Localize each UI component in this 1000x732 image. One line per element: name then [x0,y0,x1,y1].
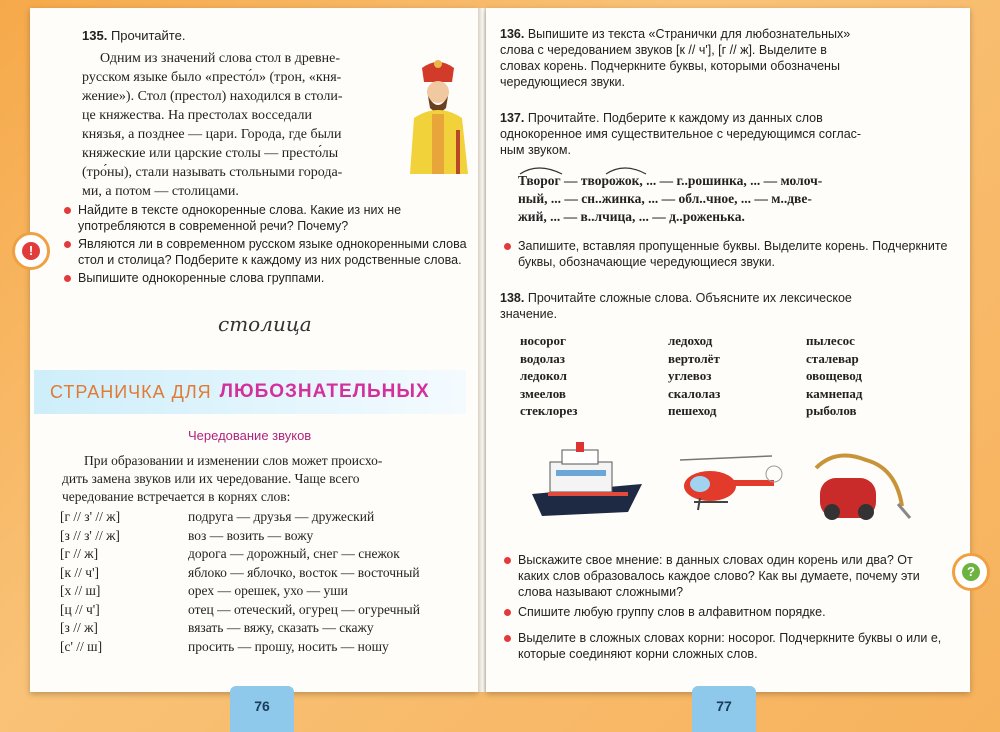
list-item: овощевод [806,368,862,383]
list-item: пылесос [806,333,855,348]
list-item: носорог [520,333,566,348]
task-item: Выскажите свое мнение: в данных словах один корень или два? От каких слов образовалось каждое слово? Как вы думаете, почему эти слова называют сложными? [502,552,942,600]
text-line: Одним из значений слова стол в древне- [100,51,341,66]
exercise-138-line: 138. Прочитайте сложные слова. Объясните их лексическое [500,291,852,305]
page-number-left: 76 [230,686,294,732]
text-line: княжеские или царские столы — престо́лы [82,146,339,161]
word-line: Творог — творожок, ... — г..рошинка, ... — молоч- [518,173,823,188]
bullet-icon [64,241,71,248]
exercise-135-tasks [62,200,472,288]
text-line: це княжества. На престолах восседали [82,108,312,123]
table-row: [к // ч'] яблоко — яблочко, восток — восточный [60,564,420,580]
list-item: стеклорез [520,403,578,418]
exercise-138-tasks [502,550,942,664]
task-item: Выделите в сложных словах корни: носорог. Подчеркните буквы о или е, которые соединяют корни сложных слов. [502,630,942,662]
text-line: чередование встречается в корнях слов: [62,489,291,504]
list-item: ледокол [520,368,567,383]
text-line: (тро́ны), стали называть стольными города- [82,165,343,180]
list-item: водолаз [520,350,565,366]
bullet-icon [504,609,511,616]
text-line: При образовании и изменении слов может происхо- [84,453,383,468]
text-line: ми, а потом — столицами. [82,184,239,199]
task-item: Найдите в тексте однокоренные слова. Какие из них не употребляются в современной речи? Почему? [62,202,472,234]
text-line: князья, а позднее — цари. Города, где были [82,127,342,142]
list-item: змеелов [520,385,566,401]
task-item: Запишите, вставляя пропущенные буквы. Выделите корень. Подчеркните буквы, обозначающие чередующиеся звуки. [502,238,954,270]
exercise-137 [500,110,940,158]
word-line: ный, ... — сн..жинка, ... — обл..чное, ... — м..две- [518,191,812,206]
exercise-138 [500,290,940,322]
text-line: чередующиеся звуки. [500,75,625,89]
table-row: [з // ж] вязать — вяжу, сказать — скажу [60,620,374,635]
icebreaker-illustration [528,440,646,520]
table-row: [х // ш] орех — орешек, ухо — уши [60,583,348,598]
question-icon: ? [962,563,980,581]
banner-part1: СТРАНИЧКА ДЛЯ [50,381,212,402]
book-spine [478,8,486,692]
exercise-number: 135. [82,28,108,43]
alternation-table [60,508,470,656]
list-item: вертолёт [668,350,720,366]
exercise-136-line: 136. Выпишите из текста «Странички для любознательных» [500,27,851,41]
exercise-135-title [82,28,462,43]
bullet-icon [504,243,511,250]
warning-marker [12,232,50,270]
exercise-number: 136. [500,27,525,41]
task-item: Выпишите однокоренные слова группами. [62,270,472,286]
exercise-135-text [82,49,392,201]
vacuum-cleaner-illustration [806,448,916,524]
bullet-icon [504,635,511,642]
exercise-137-line: 137. Прочитайте. Подберите к каждому из данных слов [500,111,823,125]
text-line: ным звуком. [500,143,571,157]
text-line: словах корень. Подчеркните буквы, которыми обозначены [500,59,840,73]
word-column-1 [520,332,577,420]
exercise-136 [500,26,940,90]
list-item: рыболов [806,403,857,418]
text-line: дить замена звуков или их чередование. Чаще всего [62,471,360,486]
task-item: Спишите любую группу слов в алфавитном порядке. [502,604,942,620]
task-item: Являются ли в современном русском языке однокоренными слова стол и столица? Подберите к каждому из них родственные слова. [62,236,472,268]
table-row: [с' // ш] просить — прошу, носить — ношу [60,638,389,654]
tsar-illustration [404,58,474,176]
text-line: однокоренное имя существительное с чередующимся соглас- [500,127,862,141]
banner-part2: ЛЮБОЗНАТЕЛЬНЫХ [219,381,430,402]
list-item: сталевар [806,350,859,366]
handwritten-word: столица [218,312,312,336]
bullet-icon [64,275,71,282]
text-line: слова с чередованием звуков [к // ч'], [г // ж]. Выделите в [500,43,827,57]
word-line: жий, ... — в..лчица, ... — д..роженька. [518,209,745,224]
exercise-number: 138. [500,291,525,305]
table-row: [ц // ч'] отец — отеческий, огурец — огуречный [60,601,420,617]
subheading: Чередование звуков [188,428,312,443]
table-row: [г // з' // ж] подруга — друзья — дружеский [60,509,375,524]
list-item: углевоз [668,368,712,383]
helicopter-illustration [672,450,788,518]
exercise-instruction: Прочитайте. [110,28,186,43]
bullet-icon [64,207,71,214]
table-row: [г // ж] дорога — дорожный, снег — снежок [60,546,400,561]
table-row: [з // з' // ж] воз — возить — вожу [60,527,314,543]
exercise-number: 137. [500,111,525,125]
list-item: камнепад [806,385,863,401]
word-column-3 [806,332,862,420]
page-number-right: 77 [692,686,756,732]
question-marker [952,553,990,591]
intro-text [62,452,472,506]
list-item: пешеход [668,403,717,418]
text-line: значение. [500,307,558,321]
text-line: жение»). Стол (престол) находился в столи- [82,89,343,104]
text-line: русском языке было «престо́л» (трон, «кня- [82,70,342,85]
word-column-2 [668,332,720,420]
exercise-137-words [518,172,938,226]
curious-page-banner [34,370,466,414]
list-item: скалолаз [668,385,721,401]
list-item: ледоход [668,333,713,348]
bullet-icon [504,557,511,564]
exclamation-icon: ! [22,242,40,260]
